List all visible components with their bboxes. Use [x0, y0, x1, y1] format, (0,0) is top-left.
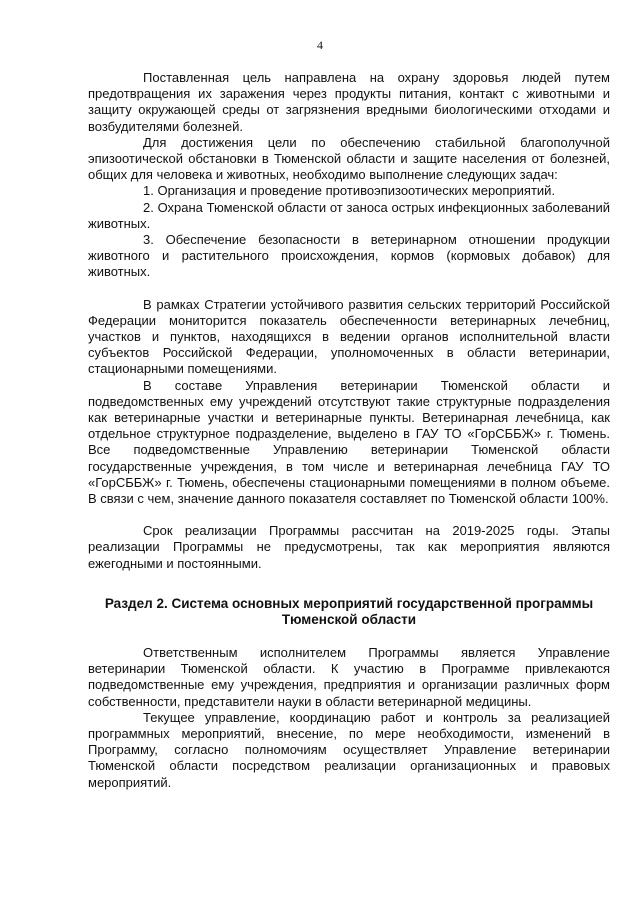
paragraph-executor: Ответственным исполнителем Программы является Управление ветеринарии Тюменской области. К участию в Программе привлекаются подведомственные ему учреждения, предприятия и организации различных форм собственности, представители науки в области ветеринарной медицины.: [88, 644, 610, 709]
paragraph-structure: В составе Управления ветеринарии Тюменской области и подведомственных ему учреждений отсутствуют такие структурные подразделения как ветеринарные участки и ветеринарные пункты. Ветеринарная лечебница, как отдельное структурное подразделение, выделено в ГАУ ТО «ГорСББЖ» г. Тюмень. Все подведомственные Управлению ветеринарии Тюменской области государственные учреждения, в том числе и ветеринарная лечебница ГАУ ТО «ГорСББЖ» г. Тюмень, обеспечены стационарными помещениями в полном объеме. В связи с чем, значение данного показателя составляет по Тюменской области 100%.: [88, 377, 610, 507]
task-item-2: 2. Охрана Тюменской области от заноса острых инфекционных заболеваний животных.: [88, 199, 610, 231]
section-heading: Раздел 2. Система основных мероприятий государственной программы Тюменской области: [104, 595, 594, 628]
paragraph-strategy: В рамках Стратегии устойчивого развития сельских территорий Российской Федерации мониторится показатель обеспеченности ветеринарных лечебниц, участков и пунктов, находящихся в ведении органов исполнительной власти субъектов Российской Федерации, уполномоченных в области ветеринарии, стационарными помещениями.: [88, 296, 610, 377]
document-body: [88, 70, 610, 791]
paragraph-tasks-intro: Для достижения цели по обеспечению стабильной благополучной эпизоотической обстановки в Тюменской области и защите населения от болезней, общих для человека и животных, необходимо выполнение следующих задач:: [88, 134, 610, 183]
page-number: 4: [317, 38, 323, 52]
paragraph-term: Срок реализации Программы рассчитан на 2019-2025 годы. Этапы реализации Программы не предусмотрены, так как мероприятия являются ежегодными и постоянными.: [88, 523, 610, 571]
task-item-3: 3. Обеспечение безопасности в ветеринарном отношении продукции животного и растительного происхождения, кормов (кормовых добавок) для животных.: [88, 232, 610, 280]
task-item-1: 1. Организация и проведение противоэпизоотических мероприятий.: [143, 183, 556, 199]
paragraph-goal: Поставленная цель направлена на охрану здоровья людей путем предотвращения их заражения через продукты питания, контакт с животными и защиту окружающей среды от загрязнения вредными биологическими отходами и возбудителями болезней.: [88, 70, 610, 134]
paragraph-management: Текущее управление, координацию работ и контроль за реализацией программных мероприятий, внесение, по мере необходимости, изменений в Программу, согласно полномочиям осуществляет Управление ветеринарии Тюменской области посредством реализации организационных и правовых мероприятий.: [88, 709, 610, 790]
